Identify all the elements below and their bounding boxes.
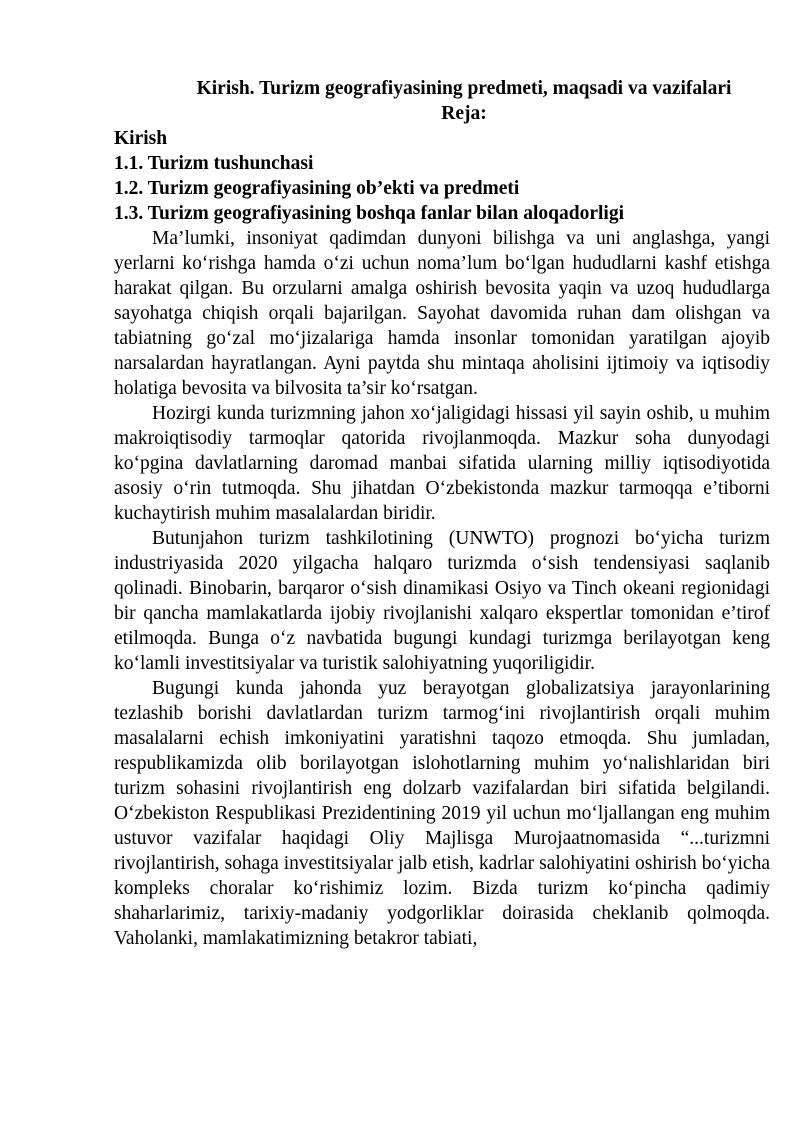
paragraph-4: Bugungi kunda jahonda yuz berayotgan globalizatsiya jarayonlarining tezlashib borishi davlatlardan turizm tarmog‘ini rivojlantirish orqali muhim masalalarni echish imkoniyatini yaratishni taqozo etmoqda. Shu jumladan, respublikamizda olib borilayotgan islohotlarning muhim yo‘nalishlaridan biri turizm sohasini rivojlantirish eng dolzarb vazifalardan biri sifatida belgilandi. O‘zbekiston Respublikasi Prezidentining 2019 yil uchun mo‘ljallangan eng muhim ustuvor vazifalar haqidagi Oliy Majlisga Murojaatnomasida “...turizmni rivojlantirish, sohaga investitsiyalar jalb etish, kadrlar salohiyatini oshirish bo‘yicha kompleks choralar ko‘rishimiz lozim. Bizda turizm ko‘pincha qadimiy shaharlarimiz, tarixiy-madaniy yodgorliklar doirasida cheklanib qolmoqda. Vaholanki, mamlakatimizning betakror tabiati, <box>114 678 770 949</box>
document-title: Kirish. Turizm geografiyasining predmeti, maqsadi va vazifalari <box>196 78 732 99</box>
plan-heading: Reja: <box>441 103 487 124</box>
toc-item-1-2: 1.2. Turizm geografiyasining ob’ekti va predmeti <box>114 178 520 199</box>
table-of-contents <box>114 126 770 226</box>
document-page <box>114 76 770 951</box>
toc-item-intro: Kirish <box>114 128 168 149</box>
paragraph-1: Ma’lumki, insoniyat qadimdan dunyoni bilishga va uni anglashga, yangi yerlarni ko‘rishga hamda o‘zi uchun noma’lum bo‘lgan hududlarni kashf etishga harakat qilgan. Bu orzularni amalga oshirish bevosita yaqin va uzoq hududlarga sayohatga chiqish orqali bajarilgan. Sayohat davomida ruhan dam olishgan va tabiatning go‘zal mo‘jizalariga hamda insonlar tomonidan yaratilgan ajoyib narsalardan hayratlangan. Ayni paytda shu mintaqa aholisini ijtimoiy va iqtisodiy holatiga bevosita va bilvosita ta’sir ko‘rsatgan. <box>114 228 770 399</box>
paragraph-2: Hozirgi kunda turizmning jahon xo‘jaligidagi hissasi yil sayin oshib, u muhim makroiqtisodiy tarmoqlar qatorida rivojlanmoqda. Mazkur soha dunyodagi ko‘pgina davlatlarning daromad manbai sifatida ularning milliy iqtisodiyotida asosiy o‘rin tutmoqda. Shu jihatdan O‘zbekistonda mazkur tarmoqqa e’tiborni kuchaytirish muhim masalalardan biridir. <box>114 403 770 524</box>
paragraph-3: Butunjahon turizm tashkilotining (UNWTO) prognozi bo‘yicha turizm industriyasida 2020 yilgacha halqaro turizmda o‘sish tendensiyasi saqlanib qolinadi. Binobarin, barqaror o‘sish dinamikasi Osiyo va Tinch okeani regionidagi bir qancha mamlakatlarda ijobiy rivojlanishi xalqaro ekspertlar tomonidan e’tirof etilmoqda. Bunga o‘z navbatida bugungi kundagi turizmga berilayotgan keng ko‘lamli investitsiyalar va turistik salohiyatning yuqoriligidir. <box>114 528 770 674</box>
toc-item-1-3: 1.3. Turizm geografiyasining boshqa fanlar bilan aloqadorligi <box>114 203 624 224</box>
toc-item-1-1: 1.1. Turizm tushunchasi <box>114 153 314 174</box>
